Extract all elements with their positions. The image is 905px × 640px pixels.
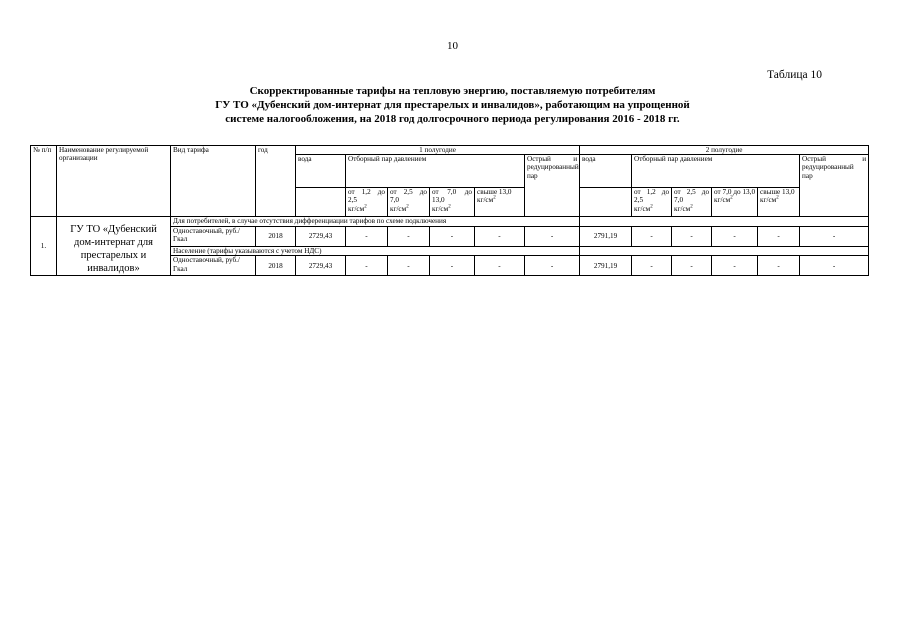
year-cell: 2018 [256, 226, 296, 246]
document-title [0, 84, 905, 126]
value-cell: - [632, 226, 672, 246]
value-cell: - [525, 226, 580, 246]
section-label: Население (тарифы указываются с учетом НДС) [171, 246, 580, 256]
tariff-table [30, 145, 869, 276]
header-sharp-steam-h2: Острый и редуцированный пар [800, 155, 869, 217]
header-org: Наименование регулируемой организации [57, 146, 171, 217]
header-water-h1-empty [296, 188, 346, 217]
header-pressure-2-h2: от 2,5 до 7,0 $кг/см^2$ [672, 188, 712, 217]
value-cell: 2729,43 [296, 256, 346, 276]
org-name: ГУ ТО «Дубенский дом-интернат для престарелых и инвалидов» [57, 217, 171, 276]
org-number: 1. [31, 217, 57, 276]
header-steam-h1: Отборный пар давлением [346, 155, 525, 188]
value-cell: - [346, 256, 388, 276]
section-label-empty [580, 217, 869, 227]
value-cell: - [758, 256, 800, 276]
header-pressure-1-h2: от 1,2 до 2,5 $кг/см^2$ [632, 188, 672, 217]
tariff-type-cell: Одноставочный, руб./Гкал [171, 256, 256, 276]
value-cell: - [672, 256, 712, 276]
header-steam-h2: Отборный пар давлением [632, 155, 800, 188]
header-water-h2: вода [580, 155, 632, 188]
title-line: ГУ ТО «Дубенский дом-интернат для престарелых и инвалидов», работающим на упрощенной [215, 99, 690, 111]
value-cell: - [800, 256, 869, 276]
value-cell: 2791,19 [580, 256, 632, 276]
value-cell: - [800, 226, 869, 246]
title-line: системе налогообложения, на 2018 год долгосрочного периода регулирования 2016 - 2018 гг. [225, 113, 680, 125]
header-water-h2-empty [580, 188, 632, 217]
header-pressure-3-h2: от 7,0 до 13,0 $кг/см^2$ [712, 188, 758, 217]
header-sharp-steam-h1: Острый и редуцированный пар [525, 155, 580, 217]
value-cell: - [388, 226, 430, 246]
value-cell: - [346, 226, 388, 246]
value-cell: - [430, 256, 475, 276]
header-water-h1: вода [296, 155, 346, 188]
value-cell: 2791,19 [580, 226, 632, 246]
title-line: Скорректированные тарифы на тепловую энергию, поставляемую потребителям [249, 85, 656, 97]
value-cell: - [672, 226, 712, 246]
header-pressure-4-h1: свыше 13,0 $кг/см^2$ [475, 188, 525, 217]
value-cell: - [712, 256, 758, 276]
value-cell: - [475, 256, 525, 276]
value-cell: - [712, 226, 758, 246]
header-num: № п/п [31, 146, 57, 217]
section-label-empty [580, 246, 869, 256]
value-cell: 2729,43 [296, 226, 346, 246]
header-half-1: 1 полугодие [296, 146, 580, 155]
value-cell: - [430, 226, 475, 246]
header-pressure-1-h1: от 1,2 до 2,5 $кг/см^2$ [346, 188, 388, 217]
header-tariff-type: Вид тарифа [171, 146, 256, 217]
header-pressure-3-h1: от 7,0 до 13,0 $кг/см^2$ [430, 188, 475, 217]
value-cell: - [525, 256, 580, 276]
value-cell: - [388, 256, 430, 276]
table-label: Таблица 10 [767, 69, 822, 81]
value-cell: - [632, 256, 672, 276]
value-cell: - [475, 226, 525, 246]
header-pressure-4-h2: свыше 13,0 $кг/см^2$ [758, 188, 800, 217]
year-cell: 2018 [256, 256, 296, 276]
section-label: Для потребителей, в случае отсутствия дифференциации тарифов по схеме подключения [171, 217, 580, 227]
header-half-2: 2 полугодие [580, 146, 869, 155]
tariff-type-cell: Одноставочный, руб./Гкал [171, 226, 256, 246]
page-number: 10 [447, 40, 458, 52]
header-pressure-2-h1: от 2,5 до 7,0 $кг/см^2$ [388, 188, 430, 217]
header-year: год [256, 146, 296, 217]
value-cell: - [758, 226, 800, 246]
